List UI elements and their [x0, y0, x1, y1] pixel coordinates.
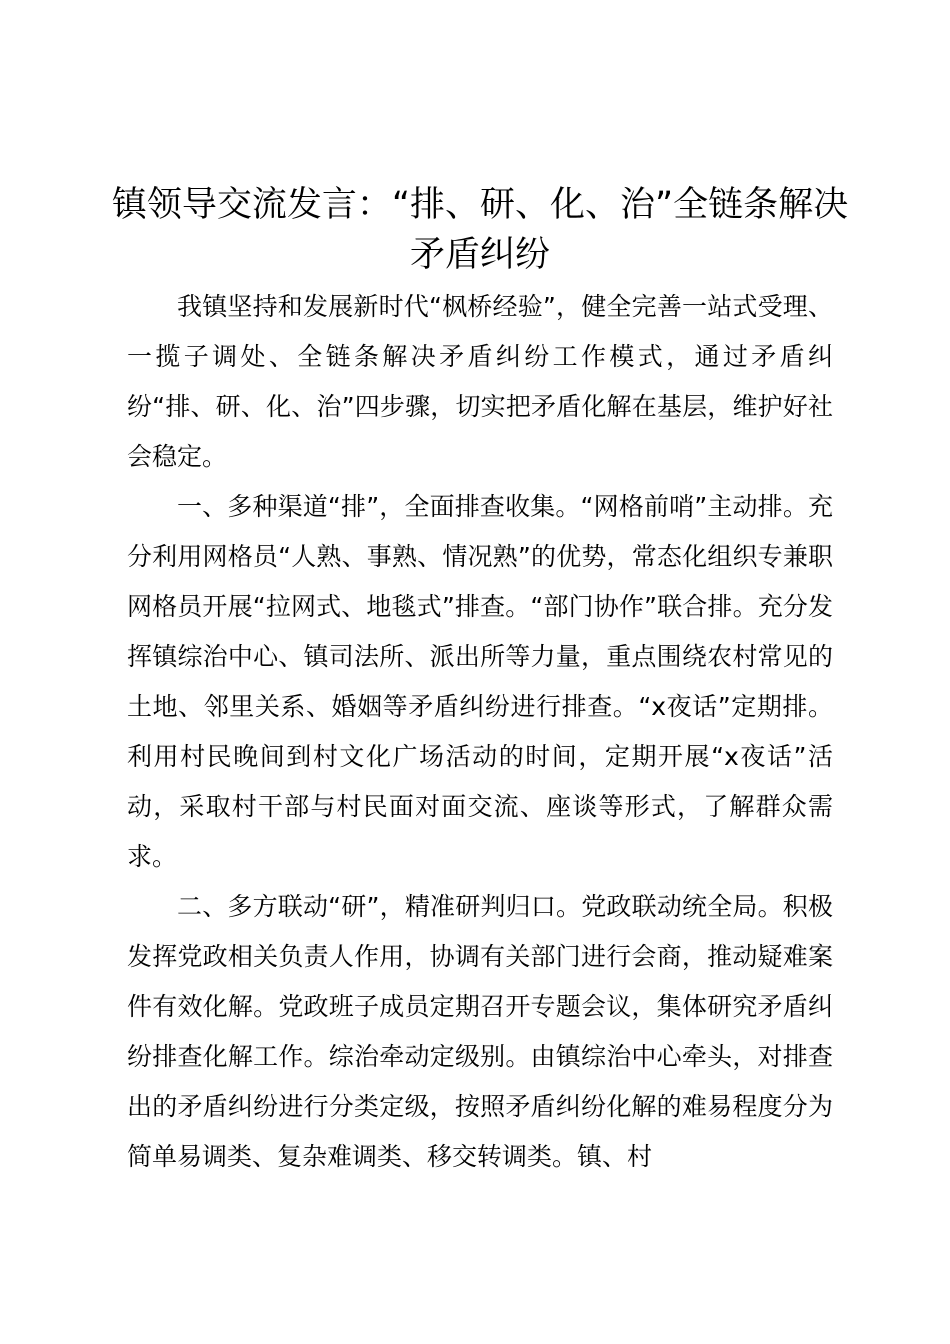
paragraph-section-2: 二、多方联动“研”，精准研判归口。党政联动统全局。积极发挥党政相关负责人作用，协调有关部门进行会商，推动疑难案件有效化解。党政班子成员定期召开专题会议，集体研究矛盾纠纷排查化解工作。综治牵动定级别。由镇综治中心牵头，对排查出的矛盾纠纷进行分类定级，按照矛盾纠纷化解的难易程度分为简单易调类、复杂难调类、移交转调类。镇、村: [127, 892, 833, 1171]
paragraph-section-1: 一、多种渠道“排”，全面排查收集。“网格前哨”主动排。充分利用网格员“人熟、事熟、情况熟”的优势，常态化组织专兼职网格员开展“拉网式、地毯式”排查。“部门协作”联合排。充分发挥镇综治中心、镇司法所、派出所等力量，重点围绕农村常见的土地、邻里关系、婚姻等矛盾纠纷进行排查。“x夜话”定期排。利用村民晚间到村文化广场活动的时间，定期开展“x夜话”活动，采取村干部与村民面对面交流、座谈等形式，了解群众需求。: [127, 492, 833, 871]
document-title: 镇领导交流发言：“排、研、化、治”全链条解决矛盾纠纷: [111, 185, 849, 275]
document-body: [127, 282, 833, 1182]
paragraph-intro: 我镇坚持和发展新时代“枫桥经验”，健全完善一站式受理、一揽子调处、全链条解决矛盾纠纷工作模式，通过矛盾纠纷“排、研、化、治”四步骤，切实把矛盾化解在基层，维护好社会稳定。: [127, 292, 833, 471]
